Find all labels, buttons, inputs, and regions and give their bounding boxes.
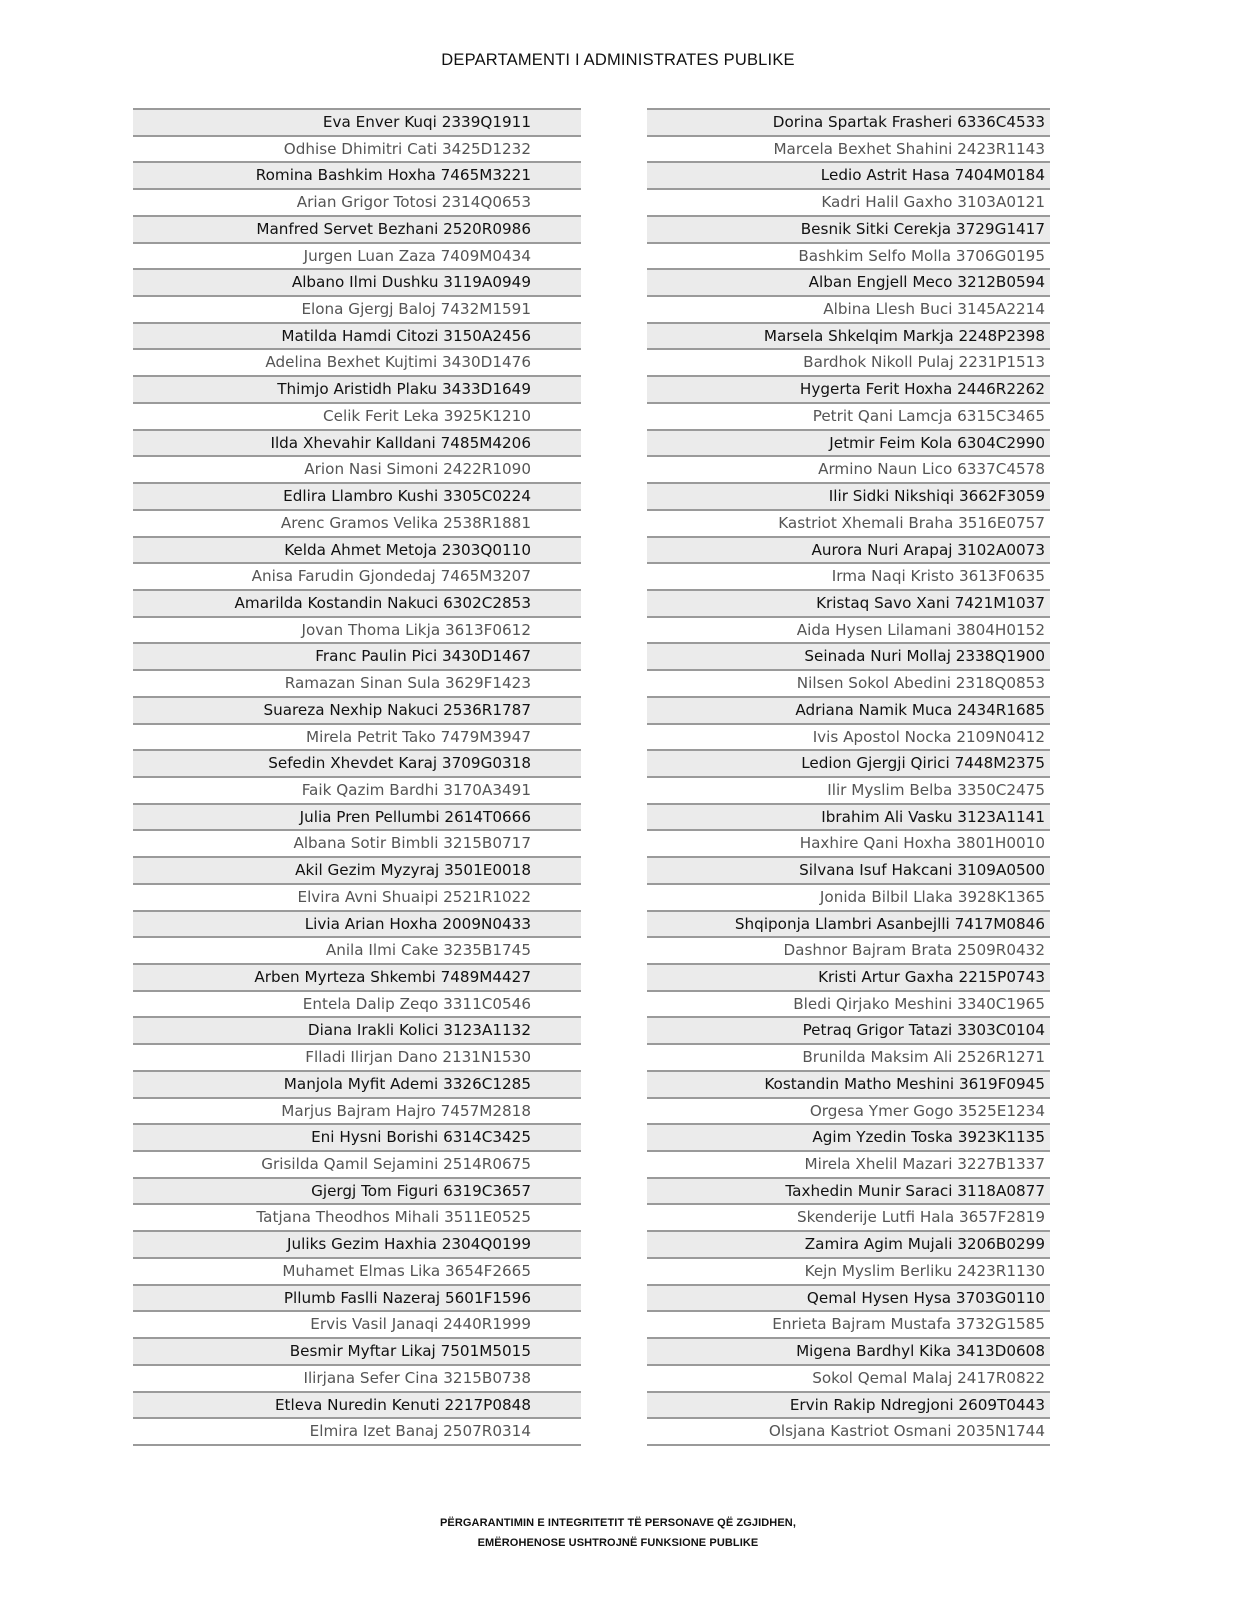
person-entry: Muhamet Elmas Lika 3654F2665 <box>282 1261 531 1280</box>
person-entry: Besnik Sitki Cerekja 3729G1417 <box>800 219 1045 238</box>
list-item <box>133 885 581 912</box>
list-item <box>133 698 581 725</box>
list-item <box>647 671 1050 698</box>
person-entry: Sokol Qemal Malaj 2417R0822 <box>812 1368 1045 1387</box>
list-item <box>133 591 581 618</box>
person-entry: Dashnor Bajram Brata 2509R0432 <box>783 941 1045 960</box>
list-item <box>133 270 581 297</box>
person-entry: Kostandin Matho Meshini 3619F0945 <box>764 1074 1045 1093</box>
list-item <box>133 644 581 671</box>
list-item <box>647 350 1050 377</box>
person-entry: Olsjana Kastriot Osmani 2035N1744 <box>768 1422 1045 1441</box>
list-item <box>647 1339 1050 1366</box>
list-item <box>133 965 581 992</box>
person-entry: Ilir Myslim Belba 3350C2475 <box>827 780 1045 799</box>
person-entry: Manfred Servet Bezhani 2520R0986 <box>256 219 531 238</box>
list-item <box>647 110 1050 137</box>
list-item <box>133 912 581 939</box>
list-item <box>133 217 581 244</box>
person-entry: Jovan Thoma Likja 3613F0612 <box>301 620 531 639</box>
person-entry: Mirela Xhelil Mazari 3227B1337 <box>804 1155 1045 1174</box>
list-item <box>647 538 1050 565</box>
person-entry: Ilirjana Sefer Cina 3215B0738 <box>303 1368 531 1387</box>
list-item <box>647 1152 1050 1179</box>
person-entry: Bledi Qirjako Meshini 3340C1965 <box>793 994 1045 1013</box>
person-entry: Taxhedin Munir Saraci 3118A0877 <box>785 1181 1045 1200</box>
person-entry: Pllumb Faslli Nazeraj 5601F1596 <box>283 1288 531 1307</box>
person-entry: Franc Paulin Pici 3430D1467 <box>315 647 531 666</box>
list-item <box>133 1419 581 1446</box>
list-item <box>133 992 581 1019</box>
list-item <box>647 190 1050 217</box>
list-item <box>133 431 581 458</box>
list-item <box>647 698 1050 725</box>
person-entry: Ilir Sidki Nikshiqi 3662F3059 <box>828 487 1045 506</box>
list-item <box>133 751 581 778</box>
person-entry: Flladi Ilirjan Dano 2131N1530 <box>305 1048 531 1067</box>
person-entry: Celik Ferit Leka 3925K1210 <box>323 406 531 425</box>
list-item <box>647 1366 1050 1393</box>
person-entry: Arenc Gramos Velika 2538R1881 <box>280 513 531 532</box>
list-item <box>647 644 1050 671</box>
list-item <box>133 805 581 832</box>
person-entry: Arion Nasi Simoni 2422R1090 <box>304 460 531 479</box>
list-item <box>647 270 1050 297</box>
list-item <box>133 1072 581 1099</box>
list-item <box>647 217 1050 244</box>
name-list-right <box>647 108 1050 1446</box>
person-entry: Amarilda Kostandin Nakuci 6302C2853 <box>234 593 531 612</box>
list-item <box>133 1125 581 1152</box>
list-item <box>647 1393 1050 1420</box>
person-entry: Aurora Nuri Arapaj 3102A0073 <box>811 540 1045 559</box>
person-entry: Kelda Ahmet Metoja 2303Q0110 <box>284 540 531 559</box>
person-entry: Gjergj Tom Figuri 6319C3657 <box>311 1181 531 1200</box>
person-entry: Ramazan Sinan Sula 3629F1423 <box>284 674 531 693</box>
person-entry: Zamira Agim Mujali 3206B0299 <box>804 1235 1045 1254</box>
person-entry: Alban Engjell Meco 3212B0594 <box>808 273 1045 292</box>
person-entry: Kastriot Xhemali Braha 3516E0757 <box>778 513 1045 532</box>
person-entry: Matilda Hamdi Citozi 3150A2456 <box>281 326 531 345</box>
list-item <box>133 564 581 591</box>
list-item <box>647 297 1050 324</box>
list-item <box>647 1205 1050 1232</box>
person-entry: Armino Naun Lico 6337C4578 <box>818 460 1045 479</box>
person-entry: Ervis Vasil Janaqi 2440R1999 <box>310 1315 531 1334</box>
person-entry: Jetmir Feim Kola 6304C2990 <box>829 433 1045 452</box>
list-item <box>133 1393 581 1420</box>
person-entry: Ibrahim Ali Vasku 3123A1141 <box>821 807 1045 826</box>
person-entry: Kejn Myslim Berliku 2423R1130 <box>804 1261 1045 1280</box>
list-item <box>133 858 581 885</box>
list-item <box>133 538 581 565</box>
list-item <box>647 618 1050 645</box>
list-item <box>647 831 1050 858</box>
list-item <box>133 324 581 351</box>
list-item <box>647 163 1050 190</box>
list-item <box>647 1232 1050 1259</box>
person-entry: Ervin Rakip Ndregjoni 2609T0443 <box>789 1395 1045 1414</box>
list-item <box>647 751 1050 778</box>
list-item <box>647 1099 1050 1126</box>
person-entry: Edlira Llambro Kushi 3305C0224 <box>283 487 531 506</box>
list-item <box>647 1018 1050 1045</box>
person-entry: Bardhok Nikoll Pulaj 2231P1513 <box>803 353 1045 372</box>
list-item <box>647 457 1050 484</box>
list-item <box>133 1205 581 1232</box>
person-entry: Enrieta Bajram Mustafa 3732G1585 <box>772 1315 1045 1334</box>
person-entry: Eni Hysni Borishi 6314C3425 <box>311 1128 531 1147</box>
list-item <box>647 431 1050 458</box>
person-entry: Marsela Shkelqim Markja 2248P2398 <box>763 326 1045 345</box>
person-entry: Shqiponja Llambri Asanbejlli 7417M0846 <box>734 914 1045 933</box>
list-item <box>647 992 1050 1019</box>
list-item <box>647 591 1050 618</box>
person-entry: Irma Naqi Kristo 3613F0635 <box>831 567 1045 586</box>
person-entry: Arian Grigor Totosi 2314Q0653 <box>296 193 531 212</box>
list-item <box>133 1018 581 1045</box>
list-item <box>647 244 1050 271</box>
person-entry: Kadri Halil Gaxho 3103A0121 <box>821 193 1045 212</box>
list-item <box>133 778 581 805</box>
list-item <box>647 912 1050 939</box>
list-item <box>647 725 1050 752</box>
person-entry: Qemal Hysen Hysa 3703G0110 <box>806 1288 1045 1307</box>
person-entry: Elmira Izet Banaj 2507R0314 <box>309 1422 531 1441</box>
list-item <box>647 1045 1050 1072</box>
person-entry: Ivis Apostol Nocka 2109N0412 <box>812 727 1045 746</box>
person-entry: Julia Pren Pellumbi 2614T0666 <box>299 807 531 826</box>
list-item <box>133 671 581 698</box>
footer-line-2: EMËROHENOSE USHTROJNË FUNKSIONE PUBLIKE <box>477 1537 759 1549</box>
list-item <box>647 511 1050 538</box>
person-entry: Tatjana Theodhos Mihali 3511E0525 <box>256 1208 531 1227</box>
person-entry: Jurgen Luan Zaza 7409M0434 <box>303 246 531 265</box>
list-item <box>133 511 581 538</box>
person-entry: Elvira Avni Shuaipi 2521R1022 <box>297 887 531 906</box>
list-item <box>647 564 1050 591</box>
person-entry: Kristi Artur Gaxha 2215P0743 <box>818 968 1045 986</box>
list-item <box>647 885 1050 912</box>
list-item <box>133 244 581 271</box>
person-entry: Nilsen Sokol Abedini 2318Q0853 <box>796 674 1045 693</box>
person-entry: Petraq Grigor Tatazi 3303C0104 <box>802 1021 1045 1040</box>
person-entry: Livia Arian Hoxha 2009N0433 <box>304 914 531 933</box>
person-entry: Ledion Gjergji Qirici 7448M2375 <box>801 754 1045 773</box>
list-item <box>647 1179 1050 1206</box>
person-entry: Anisa Farudin Gjondedaj 7465M3207 <box>251 567 531 586</box>
person-entry: Romina Bashkim Hoxha 7465M3221 <box>255 166 531 185</box>
person-entry: Marcela Bexhet Shahini 2423R1143 <box>773 139 1045 158</box>
list-item <box>133 1339 581 1366</box>
list-item <box>647 1125 1050 1152</box>
name-list-left <box>133 108 581 1446</box>
person-entry: Manjola Myfit Ademi 3326C1285 <box>283 1074 531 1093</box>
list-item <box>133 163 581 190</box>
person-entry: Albina Llesh Buci 3145A2214 <box>823 300 1045 319</box>
person-entry: Ledio Astrit Hasa 7404M0184 <box>820 166 1045 185</box>
person-entry: Dorina Spartak Frasheri 6336C4533 <box>772 113 1045 131</box>
list-item <box>133 1312 581 1339</box>
person-entry: Bashkim Selfo Molla 3706G0195 <box>798 246 1045 265</box>
person-entry: Hygerta Ferit Hoxha 2446R2262 <box>799 380 1045 399</box>
person-entry: Elona Gjergj Baloj 7432M1591 <box>301 300 531 319</box>
person-entry: Mirela Petrit Tako 7479M3947 <box>306 727 531 746</box>
list-item <box>133 1099 581 1126</box>
list-item <box>647 1286 1050 1313</box>
footer-line-1: PËRGARANTIMIN E INTEGRITETIT TË PERSONAVE QË ZGJIDHEN, <box>439 1517 796 1529</box>
list-item <box>133 725 581 752</box>
person-entry: Kristaq Savo Xani 7421M1037 <box>816 593 1045 612</box>
list-item <box>133 1259 581 1286</box>
person-entry: Skenderije Lutfi Hala 3657F2819 <box>797 1208 1045 1227</box>
person-entry: Suareza Nexhip Nakuci 2536R1787 <box>263 700 531 719</box>
person-entry: Thimjo Aristidh Plaku 3433D1649 <box>277 380 531 399</box>
person-entry: Albano Ilmi Dushku 3119A0949 <box>291 273 531 292</box>
list-item <box>133 297 581 324</box>
list-item <box>133 831 581 858</box>
person-entry: Grisilda Qamil Sejamini 2514R0675 <box>261 1155 531 1174</box>
person-entry: Entela Dalip Zeqo 3311C0546 <box>302 994 531 1013</box>
person-entry: Faik Qazim Bardhi 3170A3491 <box>301 780 531 799</box>
list-item <box>133 1366 581 1393</box>
person-entry: Albana Sotir Bimbli 3215B0717 <box>293 834 531 853</box>
person-entry: Akil Gezim Myzyraj 3501E0018 <box>295 861 531 880</box>
person-entry: Migena Bardhyl Kika 3413D0608 <box>796 1342 1045 1361</box>
person-entry: Diana Irakli Kolici 3123A1132 <box>307 1021 531 1040</box>
person-entry: Orgesa Ymer Gogo 3525E1234 <box>809 1101 1045 1120</box>
list-item <box>647 805 1050 832</box>
list-item <box>647 778 1050 805</box>
person-entry: Agim Yzedin Toska 3923K1135 <box>812 1128 1045 1147</box>
person-entry: Juliks Gezim Haxhia 2304Q0199 <box>287 1235 531 1254</box>
person-entry: Seinada Nuri Mollaj 2338Q1900 <box>804 647 1045 666</box>
list-item <box>647 377 1050 404</box>
person-entry: Silvana Isuf Hakcani 3109A0500 <box>799 861 1045 880</box>
list-item <box>133 110 581 137</box>
person-entry: Haxhire Qani Hoxha 3801H0010 <box>799 834 1045 853</box>
list-item <box>133 377 581 404</box>
list-item <box>133 618 581 645</box>
list-item <box>133 457 581 484</box>
person-entry: Arben Myrteza Shkembi 7489M4427 <box>254 968 531 986</box>
list-item <box>647 324 1050 351</box>
person-entry: Aida Hysen Lilamani 3804H0152 <box>796 620 1045 639</box>
list-item <box>133 137 581 164</box>
list-item <box>133 1152 581 1179</box>
person-entry: Jonida Bilbil Llaka 3928K1365 <box>819 887 1045 906</box>
person-entry: Petrit Qani Lamcja 6315C3465 <box>812 406 1045 425</box>
list-item <box>133 484 581 511</box>
list-item <box>647 404 1050 431</box>
list-item <box>133 190 581 217</box>
list-item <box>133 1045 581 1072</box>
person-entry: Ilda Xhevahir Kalldani 7485M4206 <box>270 433 531 452</box>
list-item <box>647 858 1050 885</box>
list-item <box>647 137 1050 164</box>
person-entry: Eva Enver Kuqi 2339Q1911 <box>322 113 531 131</box>
list-item <box>133 404 581 431</box>
person-entry: Adriana Namik Muca 2434R1685 <box>795 700 1045 719</box>
list-item <box>133 1179 581 1206</box>
list-item <box>133 350 581 377</box>
person-entry: Odhise Dhimitri Cati 3425D1232 <box>283 139 531 158</box>
person-entry: Sefedin Xhevdet Karaj 3709G0318 <box>268 754 531 773</box>
person-entry: Etleva Nuredin Kenuti 2217P0848 <box>274 1395 531 1414</box>
list-item <box>647 1312 1050 1339</box>
list-item <box>647 1072 1050 1099</box>
list-item <box>647 1419 1050 1446</box>
list-item <box>647 484 1050 511</box>
person-entry: Brunilda Maksim Ali 2526R1271 <box>802 1048 1045 1067</box>
list-item <box>133 1232 581 1259</box>
person-entry: Adelina Bexhet Kujtimi 3430D1476 <box>265 353 531 372</box>
list-item <box>647 965 1050 992</box>
list-item <box>647 938 1050 965</box>
person-entry: Anila Ilmi Cake 3235B1745 <box>325 941 531 960</box>
page-title: DEPARTAMENTI I ADMINISTRATES PUBLIKE <box>441 51 795 69</box>
list-item <box>647 1259 1050 1286</box>
person-entry: Marjus Bajram Hajro 7457M2818 <box>281 1101 531 1120</box>
list-item <box>133 938 581 965</box>
person-entry: Besmir Myftar Likaj 7501M5015 <box>289 1342 531 1361</box>
list-item <box>133 1286 581 1313</box>
